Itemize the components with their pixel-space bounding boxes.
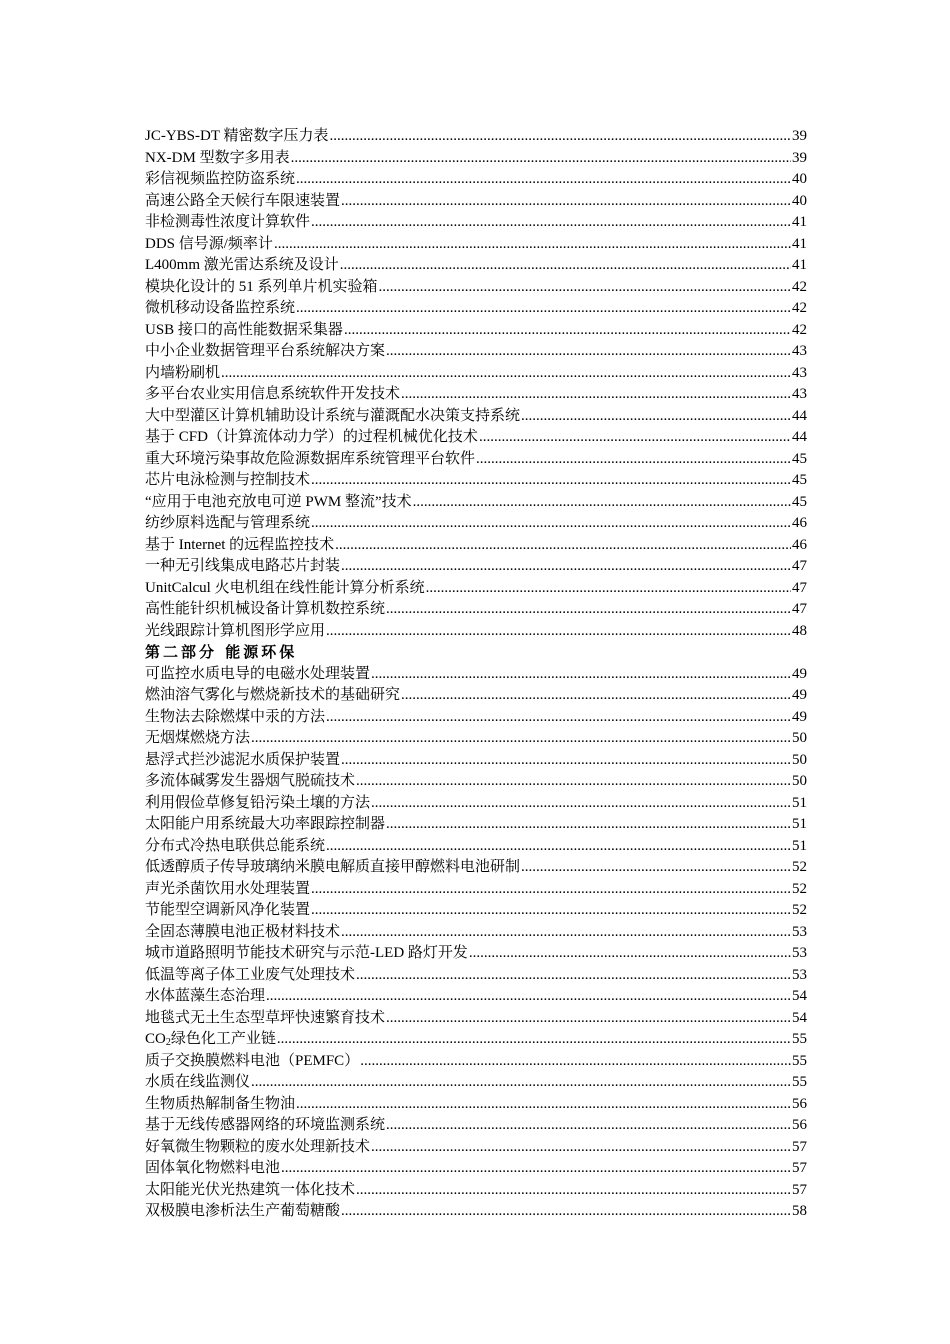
toc-entry-title: 微机移动设备监控系统 (145, 300, 296, 316)
toc-entry[interactable] (145, 363, 807, 385)
toc-entry-page-number: 49 (792, 708, 807, 725)
toc-entry-title: 无烟煤燃烧方法 (145, 730, 251, 746)
toc-entry-page-number: 39 (792, 149, 807, 166)
toc-entry-page-number: 55 (792, 1031, 807, 1047)
dot-leader (341, 191, 791, 213)
toc-entry[interactable] (145, 1115, 807, 1137)
toc-entry[interactable] (145, 1137, 807, 1159)
toc-entry[interactable] (145, 212, 807, 234)
toc-entry[interactable] (145, 535, 807, 557)
dot-leader (311, 879, 791, 901)
toc-entry-title-prefix: CO (145, 1031, 166, 1047)
toc-entry[interactable] (145, 234, 807, 256)
toc-entry[interactable] (145, 1094, 807, 1116)
toc-entry-title: 低温等离子体工业废气处理技术 (145, 966, 356, 983)
toc-entry-title: 内墙粉刷机 (145, 364, 221, 381)
dot-leader (311, 900, 791, 922)
toc-entry[interactable] (145, 664, 807, 686)
toc-entry-page-number: 54 (792, 1009, 807, 1026)
toc-entry-title: 城市道路照明节能技术研究与示范-LED 路灯开发 (145, 945, 468, 961)
toc-entry-page-number: 43 (792, 343, 807, 359)
toc-entry-page-number: 51 (792, 794, 807, 811)
dot-leader (311, 513, 791, 535)
toc-entry-page-number: 53 (792, 945, 807, 961)
toc-entry[interactable] (145, 814, 807, 836)
dot-leader (266, 986, 791, 1008)
toc-entry[interactable] (145, 255, 807, 277)
dot-leader (344, 320, 791, 342)
toc-entry-title-suffix: 绿色化工产业链 (170, 1031, 276, 1047)
dot-leader (340, 255, 791, 277)
toc-entry-page-number: 41 (792, 214, 807, 230)
toc-entry-page-number: 56 (792, 1117, 807, 1133)
dot-leader (386, 599, 791, 621)
toc-entry[interactable] (145, 191, 807, 213)
dot-leader (386, 1115, 791, 1137)
toc-entry[interactable] (145, 169, 807, 191)
dot-leader (371, 664, 791, 686)
toc-entry-title: 双极膜电渗析法生产葡萄糖酸 (145, 1203, 341, 1219)
toc-entry-title: 利用假俭草修复铅污染土壤的方法 (145, 794, 371, 811)
toc-entry-page-number: 49 (792, 665, 807, 682)
toc-entry-page-number: 40 (792, 192, 807, 209)
toc-entry[interactable] (145, 728, 807, 750)
toc-entry-title: 多平台农业实用信息系统软件开发技术 (145, 386, 401, 402)
toc-entry-page-number: 52 (792, 880, 807, 897)
toc-entry-title: DDS 信号源/频率计 (145, 235, 273, 252)
toc-entry[interactable] (145, 707, 807, 729)
dot-leader (274, 234, 791, 256)
toc-entry[interactable] (145, 148, 807, 170)
dot-leader (335, 535, 791, 557)
toc-entry[interactable] (145, 578, 807, 600)
dot-leader (330, 126, 792, 148)
toc-entry-page-number: 39 (792, 128, 807, 144)
toc-entry-page-number: 48 (792, 622, 807, 639)
toc-entry-title: 燃油溶气雾化与燃烧新技术的基础研究 (145, 687, 401, 703)
toc-entry[interactable] (145, 406, 807, 428)
dot-leader (251, 728, 791, 750)
toc-entry-title: 中小企业数据管理平台系统解决方案 (145, 343, 386, 359)
toc-entry-title: 可监控水质电导的电磁水处理装置 (145, 665, 371, 682)
toc-entry[interactable] (145, 836, 807, 858)
toc-entry[interactable] (145, 685, 807, 707)
toc-entry-page-number: 50 (792, 751, 807, 768)
toc-entry-page-number: 57 (792, 1160, 807, 1176)
dot-leader (277, 1029, 791, 1051)
dot-leader (386, 814, 791, 836)
toc-entry-title: 地毯式无土生态型草坪快速繁育技术 (145, 1009, 386, 1026)
dot-leader (476, 449, 791, 471)
toc-entry[interactable] (145, 492, 807, 514)
dot-leader (479, 427, 791, 449)
toc-entry-title: 太阳能户用系统最大功率跟踪控制器 (145, 816, 386, 832)
toc-entry-title: 固体氧化物燃料电池 (145, 1160, 281, 1176)
toc-entry-page-number: 45 (792, 450, 807, 467)
toc-entry[interactable] (145, 750, 807, 772)
toc-entry[interactable] (145, 1008, 807, 1030)
dot-leader (341, 1201, 791, 1223)
toc-entry-page-number: 51 (792, 837, 807, 854)
dot-leader (251, 1072, 791, 1094)
toc-entry-page-number: 43 (792, 386, 807, 402)
toc-entry[interactable] (145, 427, 807, 449)
toc-entry[interactable] (145, 965, 807, 987)
toc-entry-title: USB 接口的高性能数据采集器 (145, 321, 343, 338)
dot-leader (326, 707, 791, 729)
toc-entry-title: 重大环境污染事故危险源数据库系统管理平台软件 (145, 450, 476, 467)
toc-entry-title: 悬浮式拦沙滤泥水质保护装置 (145, 751, 341, 768)
dot-leader (356, 771, 791, 793)
toc-entry-page-number: 45 (792, 472, 807, 488)
dot-leader (221, 363, 791, 385)
dot-leader (371, 793, 791, 815)
toc-entry-title: 多流体碱雾发生器烟气脱硫技术 (145, 773, 356, 789)
toc-entry-title: 光线跟踪计算机图形学应用 (145, 622, 326, 639)
toc-entry-title: 模块化设计的 51 系列单片机实验箱 (145, 278, 378, 295)
dot-leader (296, 169, 791, 191)
toc-entry[interactable] (145, 1029, 807, 1051)
toc-entry-title: UnitCalcul 火电机组在线性能计算分析系统 (145, 579, 425, 596)
dot-leader (311, 212, 791, 234)
toc-entry-page-number: 46 (792, 536, 807, 553)
toc-entry-title: 基于 Internet 的远程监控技术 (145, 536, 335, 553)
toc-entry-page-number: 44 (792, 429, 807, 445)
toc-entry-title: 非检测毒性浓度计算软件 (145, 214, 311, 230)
toc-entry-page-number: 57 (792, 1138, 807, 1155)
toc-entry[interactable] (145, 986, 807, 1008)
toc-entry-title: 分布式冷热电联供总能系统 (145, 837, 326, 854)
dot-leader (521, 857, 791, 879)
toc-entry-title: 芯片电泳检测与控制技术 (145, 472, 311, 488)
toc-entry-page-number: 52 (792, 902, 807, 918)
dot-leader (426, 578, 791, 600)
dot-leader (291, 148, 791, 170)
toc-entry[interactable] (145, 943, 807, 965)
dot-leader (296, 298, 791, 320)
toc-entry[interactable] (145, 922, 807, 944)
toc-entry[interactable] (145, 599, 807, 621)
toc-entry-page-number: 52 (792, 859, 807, 875)
toc-entry[interactable] (145, 1180, 807, 1202)
toc-entry-page-number: 51 (792, 816, 807, 832)
dot-leader (371, 1137, 791, 1159)
toc-entry-page-number: 47 (792, 601, 807, 617)
section-heading: 第二部分 能源环保 (145, 643, 298, 661)
toc-entry-title: 生物法去除燃煤中汞的方法 (145, 708, 326, 725)
toc-entry-title: JC-YBS-DT 精密数字压力表 (145, 128, 329, 144)
dot-leader (311, 470, 791, 492)
toc-entry[interactable] (145, 857, 807, 879)
toc-entry-page-number: 54 (792, 988, 807, 1004)
toc-entry-title: 质子交换膜燃料电池（PEMFC） (145, 1052, 360, 1069)
toc-entry-page-number: 41 (792, 235, 807, 252)
toc-entry-title: 基于无线传感器网络的环境监测系统 (145, 1117, 386, 1133)
toc-entry-title (145, 1029, 276, 1051)
dot-leader (296, 1094, 791, 1116)
toc-entry[interactable] (145, 556, 807, 578)
dot-leader (469, 943, 791, 965)
toc-entry[interactable] (145, 384, 807, 406)
toc-entry-page-number: 56 (792, 1095, 807, 1112)
toc-entry[interactable] (145, 621, 807, 643)
toc-entry-title: 节能型空调新风净化装置 (145, 902, 311, 918)
toc-entry-title: NX-DM 型数字多用表 (145, 149, 290, 166)
toc-entry-title: 全固态薄膜电池正极材料技术 (145, 923, 341, 940)
dot-leader (341, 556, 791, 578)
toc-entry-title: 彩信视频监控防盗系统 (145, 171, 296, 187)
toc-entry-page-number: 55 (792, 1052, 807, 1069)
dot-leader (341, 922, 791, 944)
toc-entry[interactable] (145, 470, 807, 492)
toc-entry-title: 生物质热解制备生物油 (145, 1095, 296, 1112)
table-of-contents (145, 126, 807, 1223)
toc-entry[interactable] (145, 126, 807, 148)
dot-leader (521, 406, 791, 428)
toc-entry-page-number: 42 (792, 278, 807, 295)
toc-entry-title: 高性能针织机械设备计算机数控系统 (145, 601, 386, 617)
toc-entry[interactable] (145, 277, 807, 299)
toc-entry-page-number: 57 (792, 1181, 807, 1198)
toc-entry-page-number: 53 (792, 923, 807, 940)
toc-entry-title: L400mm 激光雷达系统及设计 (145, 257, 339, 273)
toc-entry-page-number: 49 (792, 687, 807, 703)
toc-entry-title: 太阳能光伏光热建筑一体化技术 (145, 1181, 356, 1198)
dot-leader (413, 492, 791, 514)
toc-entry[interactable] (145, 1072, 807, 1094)
dot-leader (356, 1180, 791, 1202)
toc-entry-page-number: 44 (792, 407, 807, 424)
toc-entry-title: 声光杀菌饮用水处理装置 (145, 880, 311, 897)
toc-entry-title: 一种无引线集成电路芯片封装 (145, 558, 341, 574)
toc-entry-title: “应用于电池充放电可逆 PWM 整流”技术 (145, 493, 412, 510)
toc-entry-page-number: 47 (792, 579, 807, 596)
dot-leader (379, 277, 791, 299)
toc-entry-title: 低透醇质子传导玻璃纳米膜电解质直接甲醇燃料电池研制 (145, 859, 521, 875)
toc-entry[interactable] (145, 298, 807, 320)
toc-entry-page-number: 43 (792, 364, 807, 381)
toc-entry[interactable] (145, 771, 807, 793)
toc-entry-title: 水体蓝藻生态治理 (145, 988, 266, 1004)
toc-entry-page-number: 50 (792, 773, 807, 789)
toc-entry-page-number: 55 (792, 1074, 807, 1090)
toc-entry-title-subscript: 2 (165, 1037, 171, 1048)
toc-entry[interactable] (145, 320, 807, 342)
toc-entry[interactable] (145, 513, 807, 535)
toc-entry-title: 纺纱原料选配与管理系统 (145, 515, 311, 531)
dot-leader (360, 1051, 791, 1073)
toc-entry-page-number: 41 (792, 257, 807, 273)
dot-leader (386, 1008, 791, 1030)
dot-leader (401, 384, 791, 406)
dot-leader (341, 750, 791, 772)
toc-entry[interactable] (145, 341, 807, 363)
toc-entry-title: 大中型灌区计算机辅助设计系统与灌溉配水决策支持系统 (145, 407, 521, 424)
toc-entry-page-number: 46 (792, 515, 807, 531)
toc-entry-page-number: 42 (792, 300, 807, 316)
toc-entry-page-number: 53 (792, 966, 807, 983)
dot-leader (401, 685, 791, 707)
dot-leader (356, 965, 791, 987)
toc-entry-page-number: 40 (792, 171, 807, 187)
dot-leader (326, 836, 791, 858)
toc-entry[interactable] (145, 449, 807, 471)
toc-part1-list (145, 126, 807, 642)
toc-entry-page-number: 50 (792, 730, 807, 746)
toc-entry-page-number: 42 (792, 321, 807, 338)
toc-entry[interactable] (145, 1158, 807, 1180)
toc-entry-title: 基于 CFD（计算流体动力学）的过程机械优化技术 (145, 429, 478, 445)
toc-entry-title: 高速公路全天候行车限速装置 (145, 192, 341, 209)
toc-entry-page-number: 58 (792, 1203, 807, 1219)
dot-leader (326, 621, 791, 643)
toc-part2-list (145, 664, 807, 1223)
toc-entry[interactable] (145, 879, 807, 901)
toc-entry[interactable] (145, 900, 807, 922)
dot-leader (386, 341, 791, 363)
toc-entry[interactable] (145, 1201, 807, 1223)
toc-entry-page-number: 47 (792, 558, 807, 574)
toc-entry-page-number: 45 (792, 493, 807, 510)
toc-entry-title: 水质在线监测仪 (145, 1074, 251, 1090)
toc-entry[interactable] (145, 1051, 807, 1073)
toc-entry-title: 好氧微生物颗粒的废水处理新技术 (145, 1138, 371, 1155)
dot-leader (281, 1158, 791, 1180)
toc-entry[interactable] (145, 793, 807, 815)
